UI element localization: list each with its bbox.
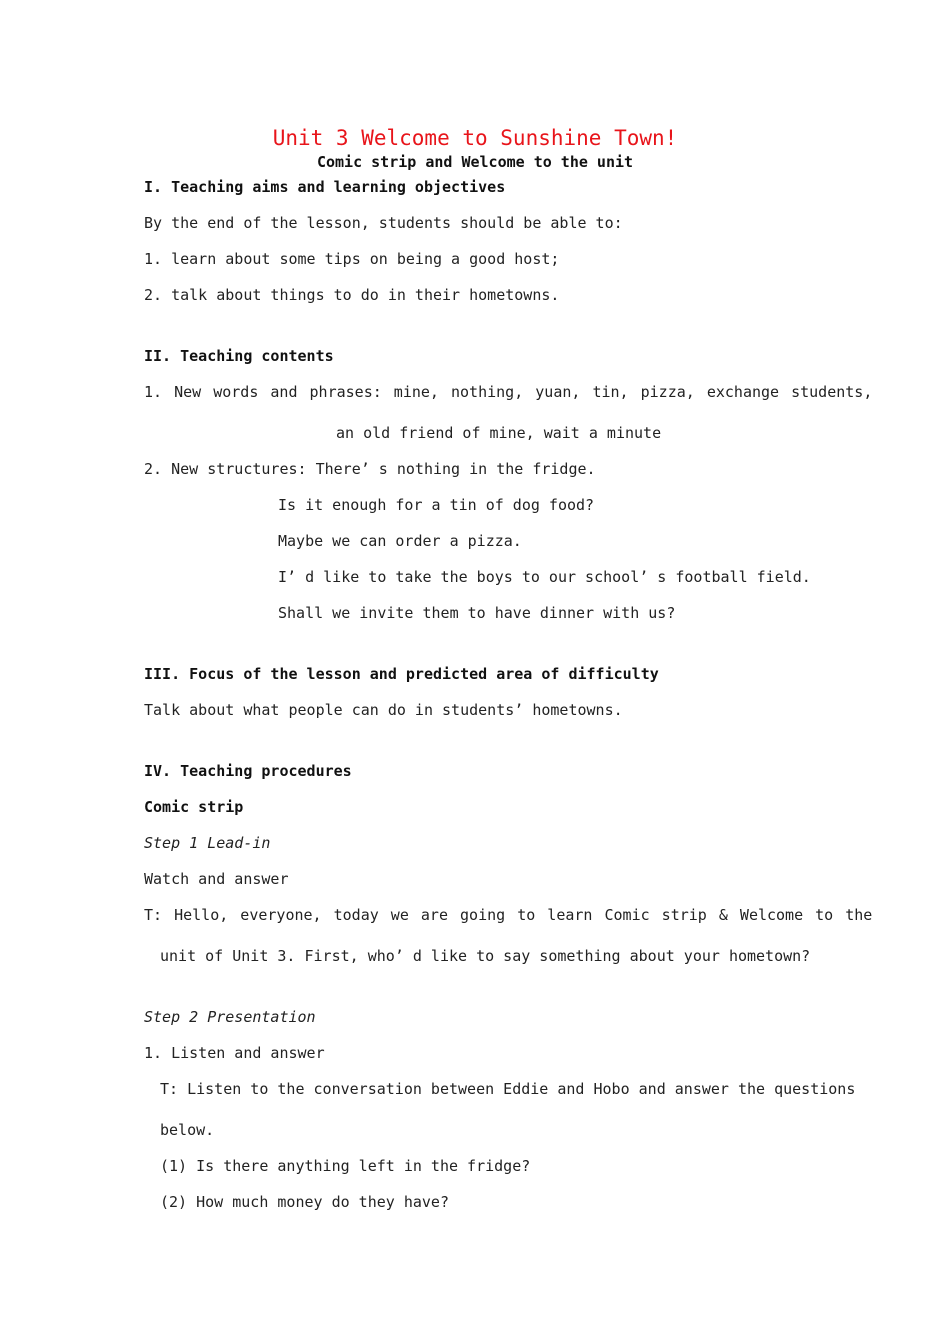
structure-item: I’ d like to take the boys to our school’ s football field. (278, 568, 811, 586)
step-1-text: T: Hello, everyone, today we are going to learn Comic strip & Welcome to the (144, 906, 873, 924)
section-4-heading: IV. Teaching procedures (144, 762, 352, 780)
new-words-line: an old friend of mine, wait a minute (336, 424, 662, 442)
question-item: (2) How much money do they have? (160, 1193, 449, 1211)
new-words-line: 1. New words and phrases: mine, nothing, yuan, tin, pizza, exchange students, (144, 383, 873, 401)
new-structures-line: 2. New structures: There’ s nothing in the fridge. (144, 460, 596, 478)
step-1-text: unit of Unit 3. First, who’ d like to say something about your hometown? (160, 947, 811, 965)
step-2-title: Step 2 Presentation (144, 1008, 316, 1026)
comic-strip-heading: Comic strip (144, 798, 244, 816)
section-2-heading: II. Teaching contents (144, 347, 334, 365)
step-1-title: Step 1 Lead-in (144, 834, 271, 852)
document-subtitle: Comic strip and Welcome to the unit (316, 153, 634, 171)
step-2-text: below. (160, 1121, 215, 1139)
aim-item: 1. learn about some tips on being a good host; (144, 250, 560, 268)
section-3-text: Talk about what people can do in students’ hometowns. (144, 701, 623, 719)
structure-item: Shall we invite them to have dinner with us? (278, 604, 676, 622)
step-2-text: T: Listen to the conversation between Eddie and Hobo and answer the questions (160, 1080, 856, 1098)
document-title: Unit 3 Welcome to Sunshine Town! (272, 126, 678, 150)
section-1-intro: By the end of the lesson, students should be able to: (144, 214, 623, 232)
structure-item: Maybe we can order a pizza. (278, 532, 522, 550)
question-item: (1) Is there anything left in the fridge? (160, 1157, 531, 1175)
structure-item: Is it enough for a tin of dog food? (278, 496, 595, 514)
step-1-activity: Watch and answer (144, 870, 289, 888)
section-3-heading: III. Focus of the lesson and predicted area of difficulty (144, 665, 659, 683)
aim-item: 2. talk about things to do in their hometowns. (144, 286, 560, 304)
step-2-activity: 1. Listen and answer (144, 1044, 325, 1062)
section-1-heading: I. Teaching aims and learning objectives (144, 178, 506, 196)
